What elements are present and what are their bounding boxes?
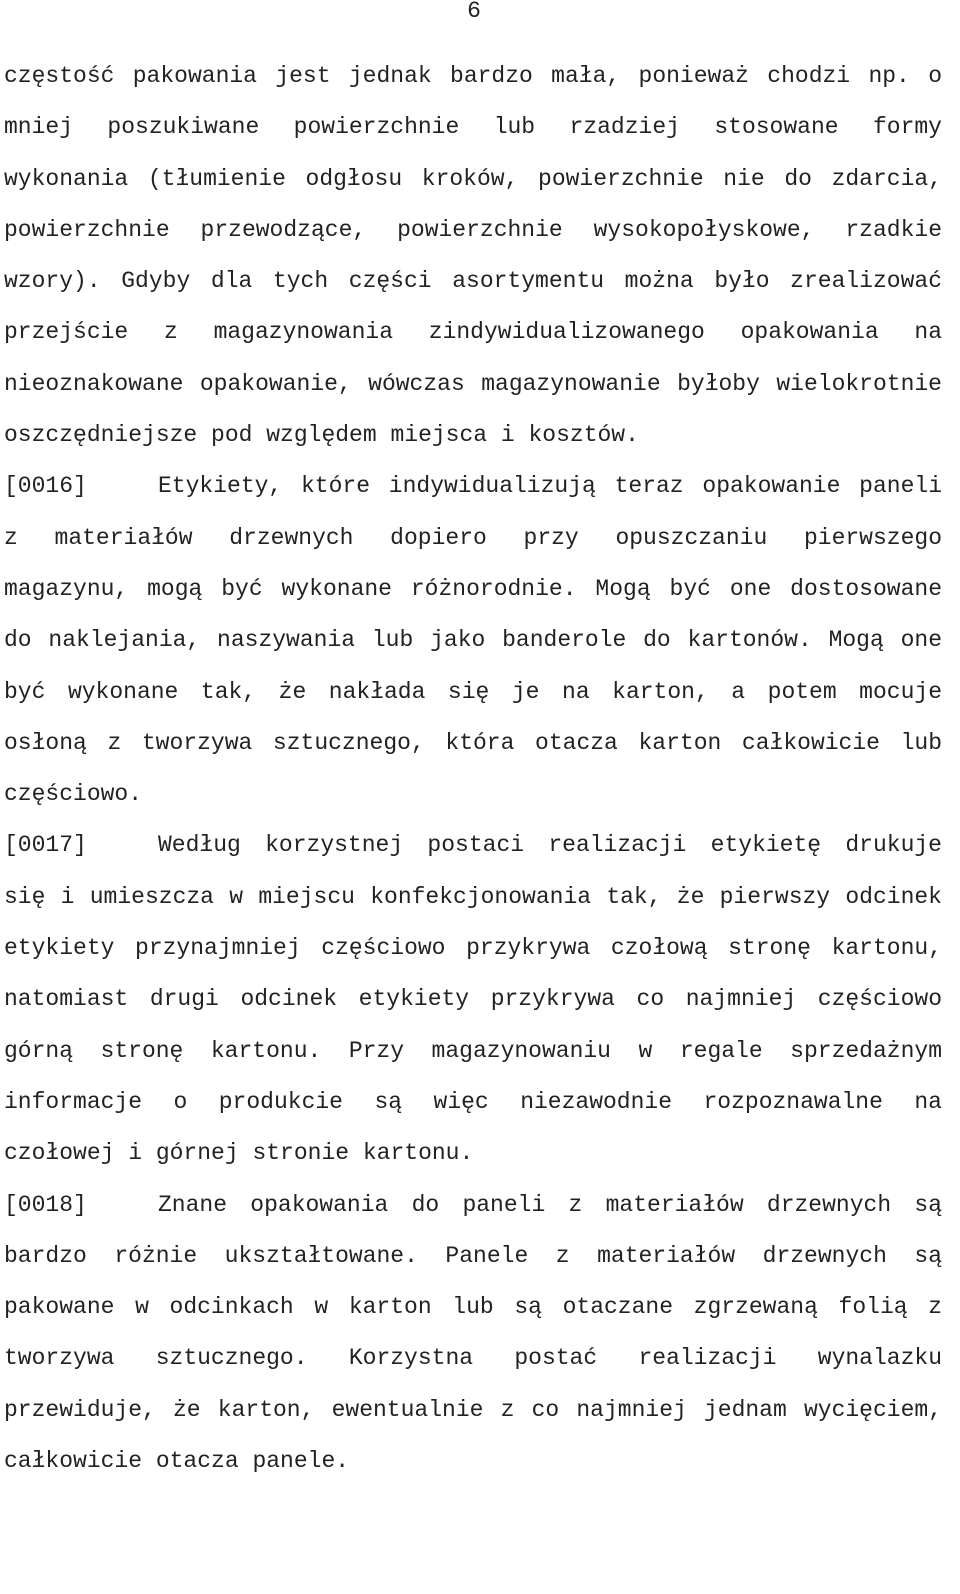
paragraph-text: Znane opakowania do paneli z materiałów drzewnych są bardzo różnie ukształtowane. Panele z materiałów drzewnych są pakowane w odcinkach w karton lub są otaczane zgrzewaną folią z tworzywa sztucznego. Korzystna postać realizacji wynalazku przewiduje, że karton, ewentualnie z co najmniej jednam wycięciem, całkowicie otacza panele.: [4, 1191, 942, 1475]
paragraph-number: [0017]: [4, 832, 87, 859]
paragraph-0018: [4, 1180, 942, 1488]
paragraph-continuation: [4, 51, 942, 461]
paragraph-number: [0016]: [4, 473, 87, 500]
paragraph-0017: [4, 820, 942, 1179]
paragraph-text: Według korzystnej postaci realizacji etykietę drukuje się i umieszcza w miejscu konfekcjonowania tak, że pierwszy odcinek etykiety przynajmniej częściowo przykrywa czołową stronę kartonu, natomiast drugi odcinek etykiety przykrywa co najmniej częściowo górną stronę kartonu. Przy magazynowaniu w regale sprzedażnym informacje o produkcie są więc niezawodnie rozpoznawalne na czołowej i górnej stronie kartonu.: [4, 832, 942, 1167]
paragraph-text: Etykiety, które indywidualizują teraz opakowanie paneli z materiałów drzewnych dopiero przy opuszczaniu pierwszego magazynu, mogą być wykonane różnorodnie. Mogą być one dostosowane do naklejania, naszywania lub jako banderole do kartonów. Mogą one być wykonane tak, że nakłada się je na karton, a potem mocuje osłoną z tworzywa sztucznego, która otacza karton całkowicie lub częściowo.: [4, 473, 942, 808]
paragraph-number: [0018]: [4, 1191, 87, 1218]
paragraph-0016: [4, 461, 942, 820]
paragraph-text: częstość pakowania jest jednak bardzo mała, ponieważ chodzi np. o mniej poszukiwane powierzchnie lub rzadziej stosowane formy wykonania (tłumienie odgłosu kroków, powierzchnie nie do zdarcia, powierzchnie przewodzące, powierzchnie wysokopołyskowe, rzadkie wzory). Gdyby dla tych części asortymentu można było zrealizować przejście z magazynowania zindywidualizowanego opakowania na nieoznakowane opakowanie, wówczas magazynowanie byłoby wielokrotnie oszczędniejsze pod względem miejsca i kosztów.: [4, 63, 942, 449]
body-text: [4, 51, 942, 1487]
page-number: 6: [467, 0, 481, 24]
